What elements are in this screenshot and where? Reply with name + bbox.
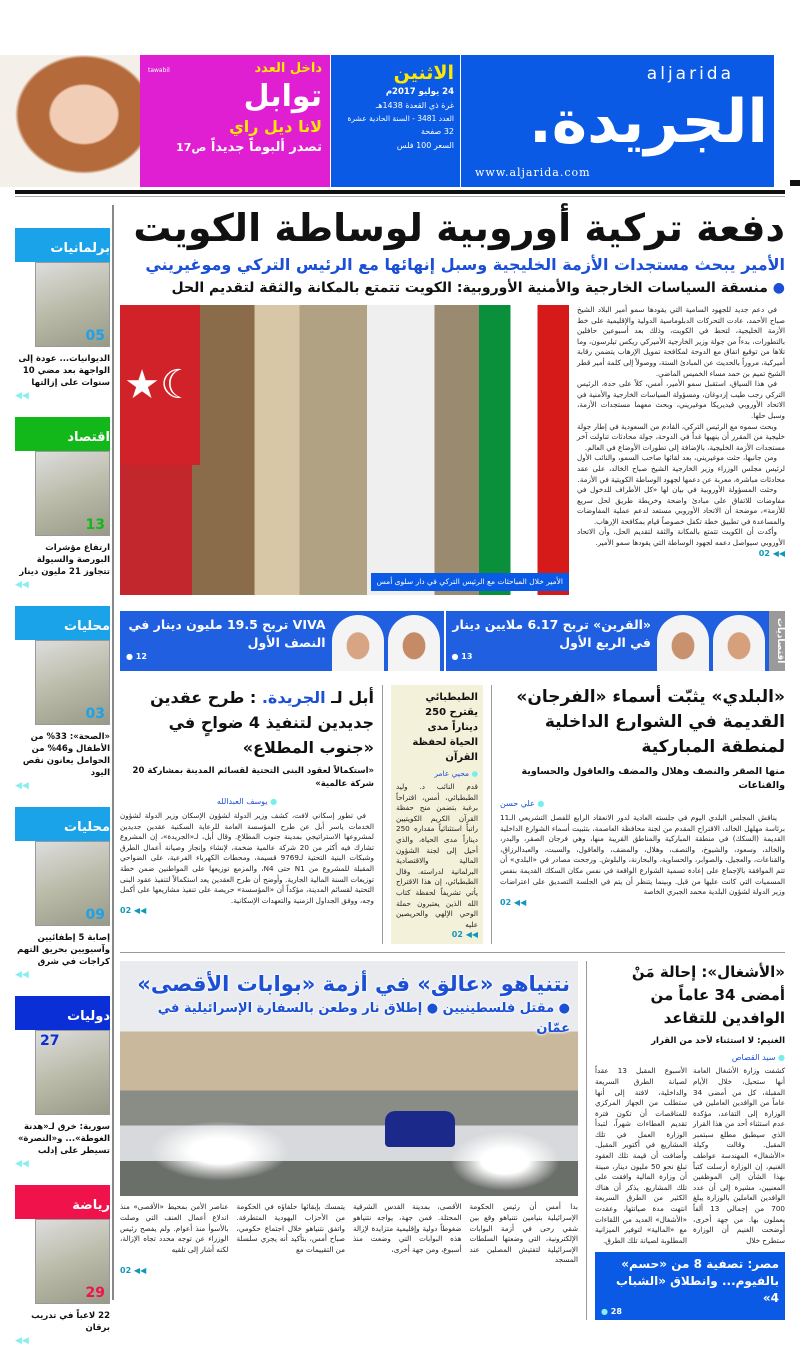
sidebar-thumbnail [35, 841, 110, 926]
smoke [450, 1131, 560, 1191]
tabtabaie-byline [396, 769, 478, 778]
section-name: دوليات [67, 1009, 110, 1024]
lead-row [120, 305, 785, 595]
sidebar-section-label [15, 606, 110, 640]
promo-photo [0, 55, 140, 187]
aqsa-bullets [128, 999, 570, 1039]
car [385, 1111, 455, 1147]
section-name: رياضة [72, 1198, 110, 1213]
ashghal-byline [595, 1053, 785, 1062]
sidebar-teaser: ارتفاع مؤشرات البورصة والسيولة تتجاوز 21 مليون دينار [19, 543, 110, 577]
bullet-dot-icon: ● [767, 280, 785, 296]
sidebar-teaser: سورية: خرق لـ«هدنة الغوطة»... و«النصرة» تسيطر على إدلب [17, 1122, 110, 1156]
lead-photo[interactable] [120, 305, 569, 595]
portrait [332, 615, 384, 671]
sidebar-thumbnail [35, 262, 110, 347]
more-arrow-icon[interactable]: ◀◀ [15, 1336, 29, 1346]
economy-story-1[interactable]: «القرين» تربح 6.17 ملايين دينار في الربع الأول [452, 617, 651, 650]
tabtabaie-headline[interactable]: الطبطبائي يقترح 250 ديناراً مدى الحياة لحفظة القرآن [412, 692, 478, 763]
more-arrow-icon[interactable]: ◀◀ [15, 391, 29, 401]
baladi-sub: منها الصقر والنصف وهلال والمضف والعاقول والحساوية والقناعات [521, 766, 785, 791]
egypt-headline: مصر: تصفية 8 من «حسم» بالفيوم... وانطلاق «الشباب 4» [615, 1257, 779, 1306]
byline-name: يوسف العبدالله [216, 797, 268, 806]
promo-page: ص17 [176, 141, 207, 154]
tabtabaie-body: قدم النائب د. وليد الطبطبائي، أمس، اقتراحاً برغبة بتضمن منح حفظة القرآن الكريم الكويتيين راتباً استثنائياً مقداره 250 ديناراً مدى الحياة، والذي أحيل إلى لجنة الشؤون المالية والاقتصادية البرلمانية لدراسته. وقال الطبطبائي، إن هذا الاقتراح يأتي تشريفاً لحفظة كتاب الله الذين يعتبرون حملة الوحي الإلهي والحريصين عليه [396, 782, 478, 929]
page-number: 13 [461, 652, 473, 661]
main-column [120, 203, 785, 1320]
page-number: 12 [135, 652, 147, 661]
baladi-article [500, 685, 785, 907]
page-number: 28 [610, 1307, 622, 1317]
byline-name: سيد القصاص [731, 1053, 776, 1063]
issue-pages: 32 صفحة [420, 127, 454, 136]
column-divider [586, 961, 587, 1320]
sidebar-item-0[interactable] [15, 228, 110, 401]
abel-sub: «استكمالاً لعقود البنى التحتية لقسائم المدينة بمشاركة 20 شركة عالمية» [132, 766, 374, 789]
aqsa-body [120, 1202, 578, 1266]
economy-story-2[interactable]: VIVA تربح 19.5 مليون دينار في النصف الأول [128, 617, 326, 650]
sidebar-teaser: إصابة 5 إطفائيين وآسيويين بحريق التهم كراجات في شرق [17, 933, 110, 967]
lead-subheadline[interactable]: الأمير يبحث مستجدات الأزمة الخليجية وسبل إنهائها مع الرئيس التركي وموغيريني [145, 255, 785, 274]
baladi-headline[interactable]: «البلدي» يثبّت أسماء «الفرجان» القديمة في الشوارع الداخلية لمنطقة المباركية [516, 687, 785, 757]
economy-story-2-page[interactable]: 12 ● [126, 652, 147, 661]
lead-more-link[interactable]: ◀◀ 02 [758, 548, 785, 558]
economy-banner [120, 611, 785, 671]
sidebar-section-label [15, 996, 110, 1030]
aqsa-bullet: مقتل فلسطينيين [442, 1001, 555, 1017]
portrait [657, 615, 709, 671]
lead-more-page: 02 [758, 548, 770, 558]
abel-byline [120, 797, 374, 806]
sidebar [15, 228, 110, 1362]
more-arrow-icon[interactable]: ◀◀ [15, 1159, 29, 1169]
sidebar-section-label [15, 807, 110, 841]
section-divider [120, 952, 785, 953]
aqsa-col: بدا أمس أن رئيس الحكومة الإسرائيلية بنيامين نتنياهو وقع بين شقي رحى في أزمة البوابات الإلكترونية، التي وضعتها السلطات الإسرائيلية لتفتيش المصلين عند المسجد [469, 1202, 578, 1265]
sidebar-section-label [15, 228, 110, 262]
aqsa-col: عناصر الأمن بمحيط «الأقصى» منذ اندلاع أعمال العنف التي وصلت بالأسوأ منذ أعوام. ولم يفصح رئيس الوزراء عن توجه محدد تجاه الإزالة، لكنه أشار إلى تلقيه [120, 1202, 229, 1254]
abel-headline-post: : طرح عقدين جديدين لتنفيذ 4 ضواحٍ في «جنوب المطلاع» [150, 688, 374, 757]
promo-inside: داخل العدد [254, 61, 322, 76]
section-name: برلمانيات [50, 241, 110, 256]
issue-info [330, 55, 460, 187]
bullet-dot-icon: ● [422, 1001, 439, 1017]
sidebar-item-3[interactable] [15, 807, 110, 980]
economy-story-1-block[interactable] [444, 611, 770, 671]
abel-body: في تطور إسكاني لافت، كشف وزير الدولة لشؤون الإسكان وزير الدولة لشؤون الخدمات ياسر أبل عن طرح المؤسسة العامة للرعاية السكنية عقدين جديدين لمشروعها الاستراتيجي بمدينة جنوب المطلاع. وقال أبل، لـ«الجريدة»، إن المشروع تشارك فيه أكثر من 20 شركة عالمية ضخمة، لإنشاء وإنجاز وصيانة أعمال الطرق وشبكات البنية التحتية لـ9769 قسيمة، ومحطات الكهرباء الفرعية، على الضواحي المقبلة للمشروع من N1 حتى N4، والمزمع توزيعها على المواطنين ضمن خطة توزيعات السنة المالية الجارية. وأوضح أن طرح العقدين يعد استكمالاً لتنفيذ عقود البنى التحتية لقسائم المدينة، مؤكداً أن «المؤسسة» حريصة على تنفيذ مشاريعها على أكمل وجه، ووفق الجداول الزمنية والتعهدات الإسكانية. [120, 811, 374, 905]
sidebar-thumbnail [35, 640, 110, 725]
abel-article [120, 685, 374, 915]
aqsa-col: يتمسك بإبقائها حلفاؤه في الحكومة من الأحزاب اليهودية المتطرفة. واتفق نتنياهو خلال اجتماع حكومي، صباح أمس، بتأكيد أنه يجري سلسلة من التقييمات مع [236, 1202, 345, 1254]
more-arrow-icon[interactable]: ◀◀ [15, 970, 29, 980]
sidebar-thumbnail [35, 1219, 110, 1304]
sidebar-item-5[interactable] [15, 1185, 110, 1346]
bottom-row [120, 961, 785, 1320]
issue-date-hijri: غرة ذي القعدة 1438هـ [375, 101, 454, 110]
sidebar-section-label [15, 1185, 110, 1219]
page-number: 02 [120, 906, 132, 916]
page-number: 02 [500, 897, 512, 907]
column-divider [382, 685, 383, 944]
promo-box[interactable] [140, 55, 330, 187]
ashghal-col: الأسبوع المقبل 13 عقداً لصيانة الطرق السريعة والداخلية، لافتة إلى أنها ستطلب من الجهاز المركزي للمناقصات أن تكون فترة تقديم العطاءات شهراً، لتبدأ الوزارة العمل في تلك المشاريع في أكتوبر المقبل. وأضافت أن قيمة تلك العقود تبلغ نحو 50 مليون دينار، مبينة أن وزارة المالية وافقت على تلك المشاريع. يذكر أن هناك الكثير من الطرق السريعة انتهت مدة صيانتها، وعقدت «الأشغال» العديد من اللقاءات مع «المالية» لتوفير الميزانية المطلوبة لصيانة تلك الطرق. [595, 1066, 687, 1245]
lead-para: وأكدت أن الكويت تتمتع بالمكانة والثقة لتقديم الحل، وأن الاتحاد الأوروبي سيواصل دعمه لجهود الوساطة التي يقودها سمو الأمير. [577, 527, 785, 548]
logo-latin: aljarida [646, 64, 734, 84]
tabtabaie-more[interactable]: ◀◀ 02 [451, 930, 478, 940]
section-name: اقتصاد [67, 430, 110, 445]
lead-bullet-text: منسقة السياسات الخارجية والأمنية الأوروبية: الكويت تتمتع بالمكانة والثقة لتقديم الحل [171, 280, 768, 296]
abel-more[interactable]: ◀◀ 02 [120, 906, 147, 916]
economy-story-2-block[interactable] [120, 611, 444, 671]
section-name: محليات [64, 820, 110, 835]
aqsa-photo[interactable] [120, 961, 578, 1196]
portrait [713, 615, 765, 671]
ashghal-column [595, 961, 785, 1320]
aqsa-more[interactable]: ◀◀ 02 [120, 1265, 147, 1275]
issue-number: العدد 3481 - السنة الحادية عشرة [347, 114, 454, 123]
baladi-body: يناقش المجلس البلدي اليوم في جلسته العادية لدور الانعقاد الرابع للفصل التشريعي الـ11 برئاسة مهلهل الخالد، الاقتراح المقدم من لجنة محافظة العاصمة، بتثبيت أسماء الشوارع الداخلية القديمة (السكك) في منطقة المباركية والمناطق القريبة منها، وهي فرجان الصقر، والبدر، والخالد، وسعود، والشيوخ، والنصف، وهلال، والمضف، والعاقول، والسبت، والعبدالرزاق، والقناعات، والعجيل، والصوابر، والحساوية، والبحارنة، والبلوش. ورجحت مصادر في «البلدي» أن تتم الموافقة بالإجماع على إعادة تسمية الشوارع الواقعة في نفس مكان السكك القديمة بنفس المسميات التي كانت عليها من قبل. وبينما يتنظر أن يتم في الجلسة التصديق على اعتراضات وزير الدولة لشؤون البلدية محمد الجبري الخاصة [500, 813, 785, 897]
photo-caption: الأمير خلال المباحثات مع الرئيس التركي في دار سلوى أمس [371, 573, 569, 591]
aqsa-bullet: إطلاق نار وطعن بالسفارة الإسرائيلية في عمّان [157, 1001, 570, 1037]
lead-body [577, 305, 785, 595]
promo-name: لانا ديل راي [229, 117, 322, 136]
more-arrow-icon[interactable]: ◀◀ [15, 781, 29, 791]
more-arrow-icon[interactable]: ◀◀ [15, 580, 29, 590]
sidebar-thumbnail [35, 451, 110, 536]
header-divider [15, 190, 785, 194]
baladi-more[interactable]: ◀◀ 02 [500, 897, 527, 907]
sidebar-item-1[interactable] [15, 417, 110, 590]
right-edge-mark [790, 180, 800, 186]
page-number: 02 [451, 930, 463, 940]
site-url[interactable]: www.aljarida.com [475, 166, 591, 179]
page-number: 02 [120, 1265, 132, 1275]
portrait [388, 615, 440, 671]
page-number: 29 [85, 1285, 105, 1301]
sidebar-item-4[interactable] [15, 996, 110, 1169]
baladi-byline [500, 799, 785, 808]
issue-price: السعر 100 فلس [396, 141, 454, 150]
issue-day: الاثنين [393, 62, 454, 84]
smoke [150, 1121, 290, 1181]
page-number: 05 [85, 328, 105, 344]
lead-para: في دعم جديد للجهود السامية التي يقودها سمو أمير البلاد الشيخ صباح الأحمد، عادت التحركات الدبلوماسية الدولية والإقليمية على خط الأزمة الخليجية، لتحط في الكويت، وذلك بعد أسبوعين حافلين بالتطورات، بدءاً من جولة وزير الخارجية الأميركي ريكس تيلرسون، وما تلاها من توقيع اتفاق مع الدوحة لمكافحة تمويل الإرهاب يتضمن رقابة أميركية، مروراً بالحديث عن المبادئ الستة، ووصولاً إلى كلمة أمير قطر الشيخ تميم بن حمد مساء الخميس الماضي. [577, 305, 785, 378]
byline-name: علي حسن [500, 799, 535, 808]
section-name: محليات [64, 619, 110, 634]
masthead [0, 55, 800, 187]
promo-brand-latin: tawabil [148, 67, 170, 74]
sidebar-teaser: 22 لاعباً في تدريب برقان [31, 1311, 110, 1333]
page-number: 03 [85, 706, 105, 722]
byline-dot-icon: ● [775, 1053, 785, 1063]
lead-bullet [120, 277, 785, 299]
tabtabaie-article [391, 685, 483, 944]
economy-section-tab [769, 611, 785, 671]
ashghal-col: كشفت وزارة الأشغال العامة أنها ستحيل، خلال الأيام المقبلة، كل من أمضى 34 عاماً من الوافدين العاملين في الوزارة إلى التقاعد، مؤكدة عدم استثناء أحد من هذا القرار الذي سيطبق مطلع سبتمبر المقبل. وقالت وكيلة «الأشغال» المهندسة عواطف الغنيم، إن الوزارة أرسلت كتباً بهذا الشأن إلى الموظفين المعنيين، مشيرة إلى أن عدد الوافدين العاملين بالوزارة يبلغ 700 من إجمالي 13 ألفاً يعملون بها. من جهة أخرى، أوضحت الغنيم أن الوزارة ستطرح خلال [693, 1066, 785, 1245]
abel-headline[interactable] [120, 685, 374, 760]
abel-headline-brand: الجريدة. [261, 688, 326, 707]
byline-dot-icon: ● [534, 799, 545, 808]
promo-brand: توابل [243, 79, 322, 114]
sidebar-divider [112, 205, 114, 1300]
page-number: 13 [85, 517, 105, 533]
abel-headline-pre: أبل لـ [331, 688, 374, 707]
sidebar-thumbnail [35, 1030, 110, 1115]
logo: الجريدة. [528, 87, 768, 157]
ashghal-sub: الغنيم: لا استثناء لأحد من القرار [651, 1036, 785, 1047]
lead-headline[interactable]: دفعة تركية أوروبية لوساطة الكويت [133, 206, 785, 250]
ashghal-headline[interactable]: «الأشغال»: إحالة مَنْ أمضى 34 عاماً من الوافدين للتقاعد [631, 963, 785, 1028]
news-row [120, 685, 785, 944]
egypt-box[interactable] [595, 1252, 785, 1320]
sidebar-section-label [15, 417, 110, 451]
aqsa-headline[interactable]: نتنياهو «عالق» في أزمة «بوابات الأقصى» [137, 972, 570, 997]
byline-dot-icon: ● [267, 797, 278, 806]
byline-name: محيي عامر [434, 769, 470, 778]
page-number: 09 [85, 907, 105, 923]
lead-para: وحثت المسؤولة الأوروبية في بيان لها «كل الأطراف للدخول في مفاوضات للاتفاق على مبادئ واضحة وخريطة طريق لحل سريع للأزمة»، موضحة أن الاتحاد الأوروبي مستعد لدعم عملية المفاوضات والمساعدة في تطبيق خطة تكفل خصوصاً قيام بمكافحة الإرهاب. [577, 485, 785, 526]
issue-date-greg: 24 يوليو 2017م [385, 87, 454, 97]
aqsa-article [120, 961, 578, 1275]
column-divider [491, 685, 492, 944]
aqsa-col: الأقصى، بمدينة القدس الشرقية المحتلة. فمن جهة، يواجه نتنياهو ضغوطاً دولية وإقليمية متزايدة لإزالة هذه البوابات التي وضعت منذ أسبوع، ومن جهة أخرى، [353, 1202, 462, 1254]
economy-section-label: اقتصاديات [775, 618, 785, 664]
economy-story-1-page[interactable]: 13 ● [451, 652, 473, 661]
header-divider-thin [15, 196, 785, 197]
page-number: 27 [40, 1033, 60, 1049]
promo-line: تصدر ألبوماً جديداً [210, 140, 322, 155]
lead-para: في هذا السياق، استقبل سمو الأمير، أمس، كلاً على حدة، الرئيس التركي رجب طيب إردوغان، ومسؤولة السياسات الخارجية والأمنية في الاتحاد الأوروبي فيديريكا موغيريني، وبحث معهما مستجدات الأزمة، وسبل حلها. [577, 379, 785, 420]
egypt-page: 28 ● [601, 1307, 622, 1317]
bullet-dot-icon: ● [554, 1001, 570, 1017]
lead-para: وبحث سموه مع الرئيس التركي، القادم من السعودية في إطار جولة خليجية من المقرر أن ينهيها غداً في الدوحة، جولة محادثات تناولت آخر مستجدات الأزمة الخليجية، بالإضافة إلى تطورات الأوضاع في العالم. [577, 421, 785, 452]
logo-box[interactable] [461, 55, 774, 187]
sidebar-teaser: «الصحة»: 33% من الأطفال و46% من الحوامل يعانون نقص اليود [22, 732, 110, 778]
lead-para: ومن جانبها، حثت موغيريني، بعد لقائها صاحب السمو، والنائب الأول لرئيس مجلس الوزراء وزير الخارجية الشيخ صباح الخالد، على عقد محادثات مباشرة، معربة عن دعمها لجهود الوساطة الكويتية في الأزمة. [577, 453, 785, 484]
sidebar-teaser: الديوانيات... عودة إلى الواجهة بعد مضي 10 سنوات على إزالتها [18, 354, 110, 388]
turkish-flag: ☾★ [120, 305, 200, 465]
byline-dot-icon: ● [469, 769, 478, 778]
sidebar-item-2[interactable] [15, 606, 110, 791]
